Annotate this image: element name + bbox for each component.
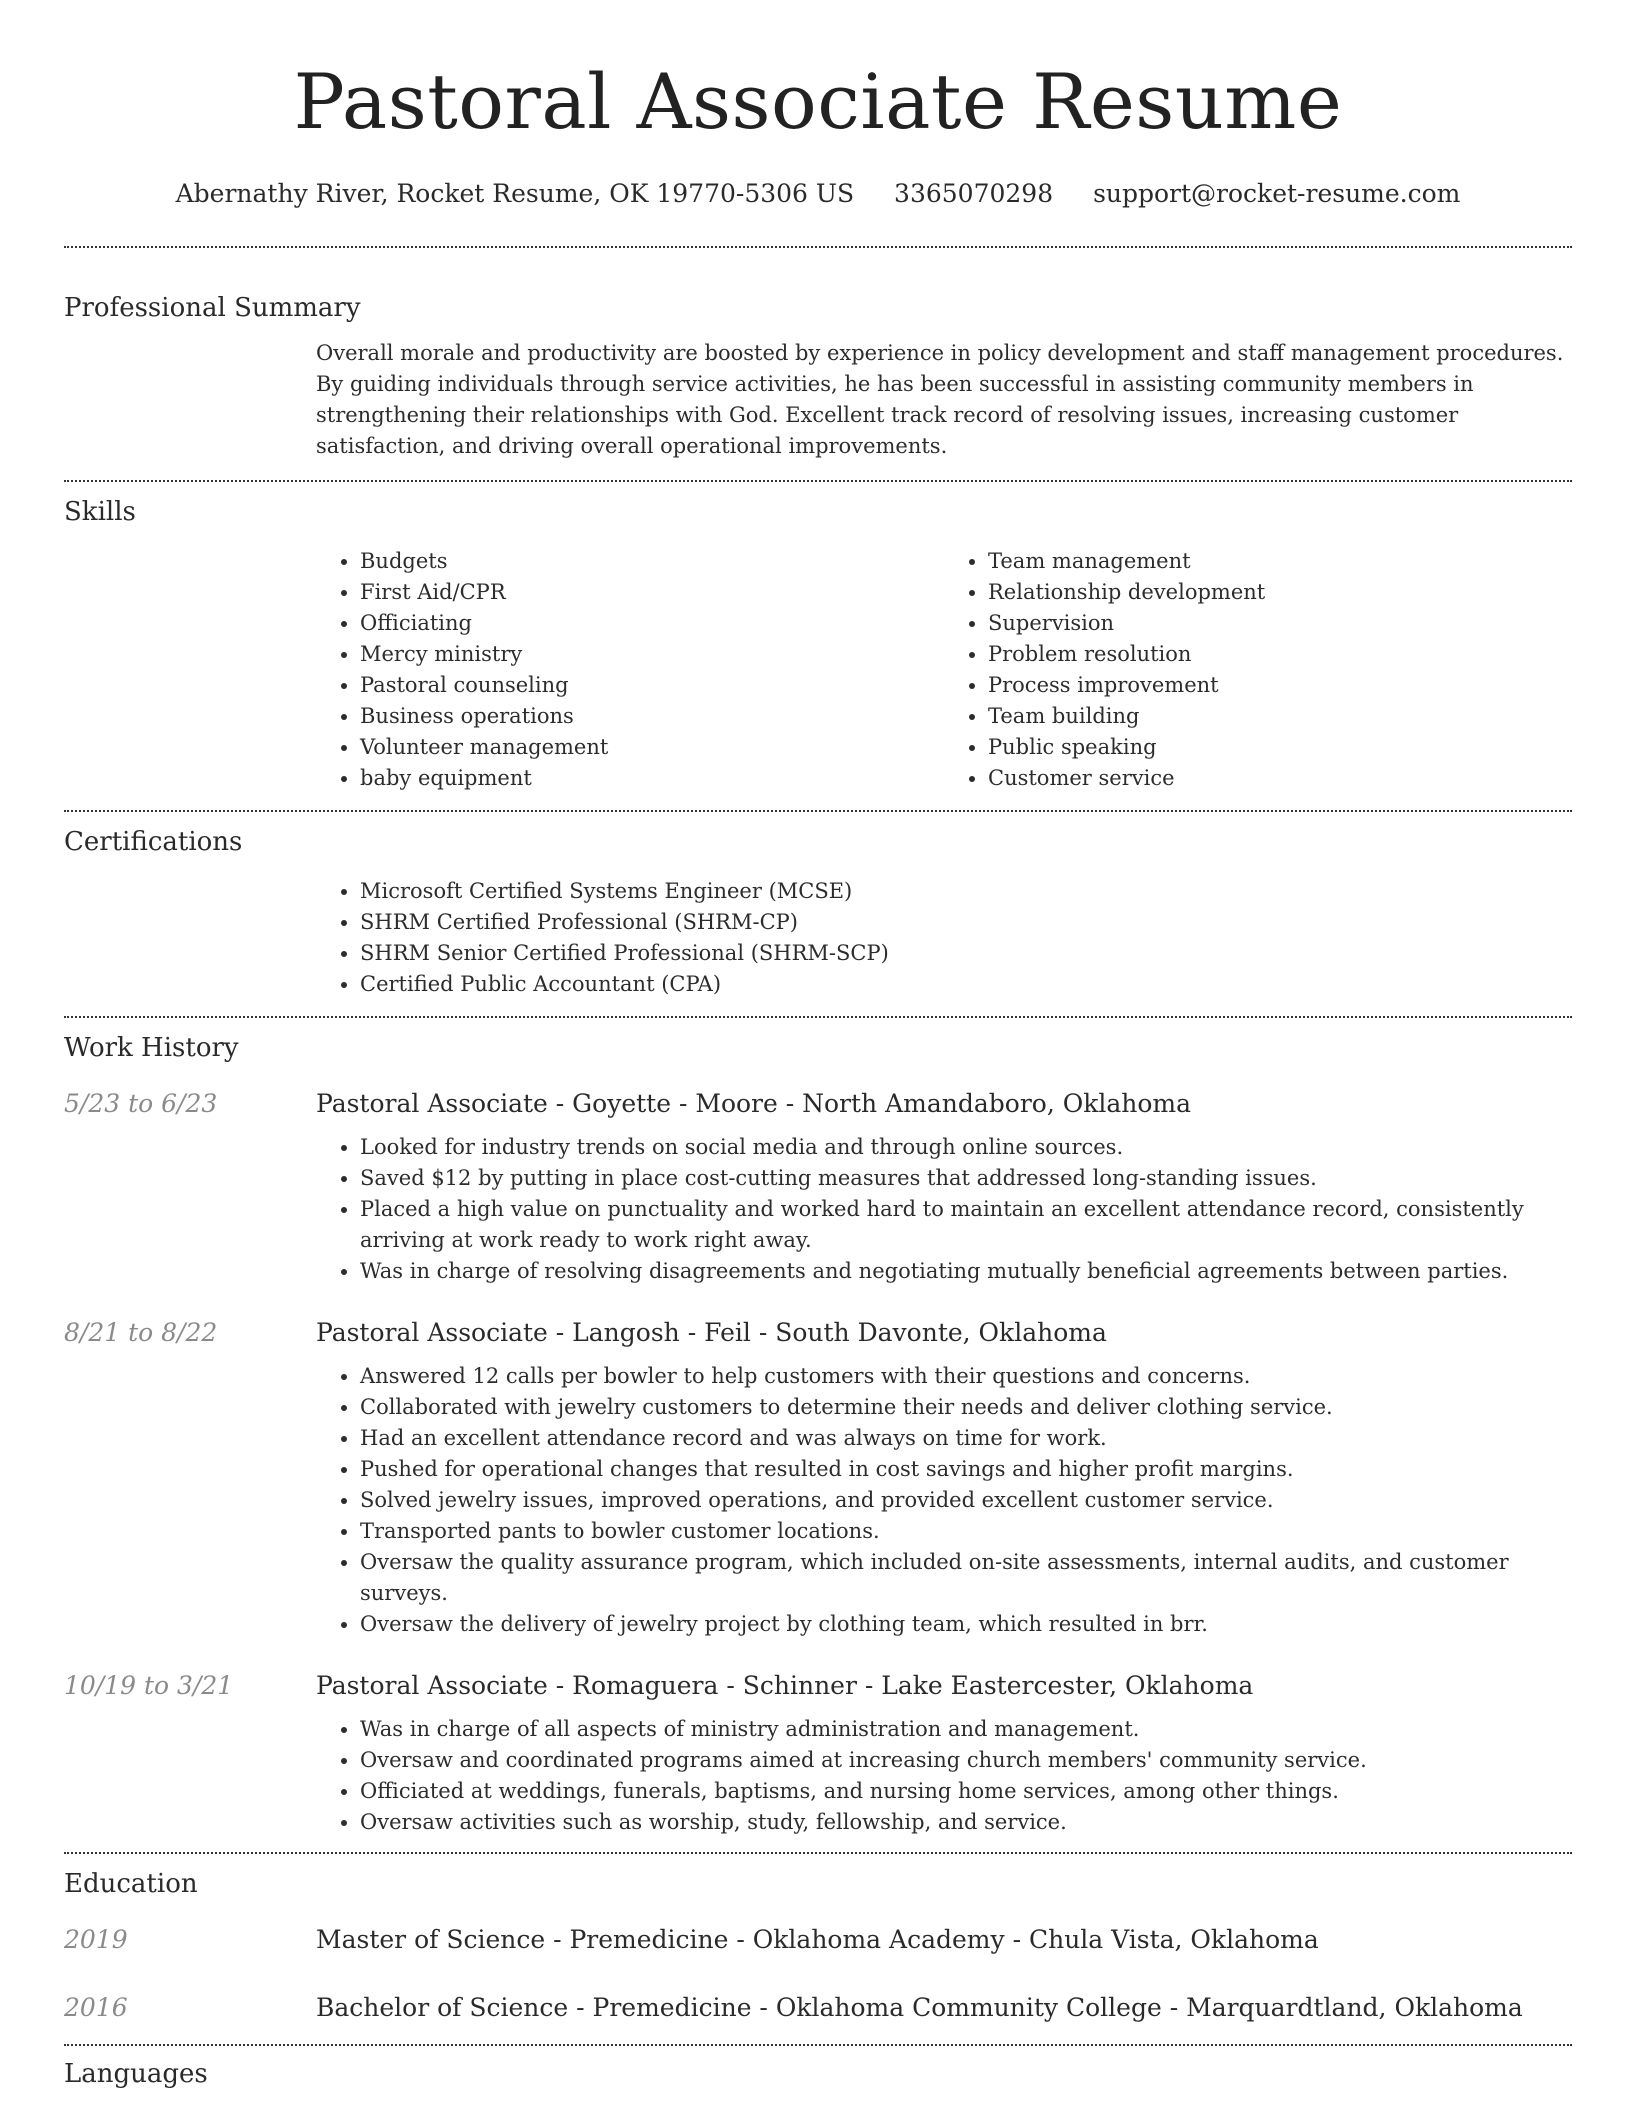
certification-item: • SHRM Certified Professional (SHRM-CP) bbox=[360, 907, 1572, 938]
section-divider bbox=[64, 1852, 1572, 1854]
certifications-list-wrap bbox=[316, 876, 1572, 1000]
job-bullet: • Oversaw the quality assurance program, which included on-site assessments, internal audits, and customer surveys. bbox=[360, 1547, 1572, 1609]
education-year: 2019 bbox=[64, 1925, 128, 1954]
job-dates: 10/19 to 3/21 bbox=[64, 1671, 234, 1700]
job-bullet: • Had an excellent attendance record and was always on time for work. bbox=[360, 1423, 1572, 1454]
job-bullets bbox=[316, 1361, 1572, 1640]
education-heading: Education bbox=[64, 1869, 198, 1899]
contact-line bbox=[64, 176, 1572, 212]
job-bullet: • Answered 12 calls per bowler to help customers with their questions and concerns. bbox=[360, 1361, 1572, 1392]
skill-item: • Pastoral counseling bbox=[360, 670, 944, 701]
skill-item: • Problem resolution bbox=[988, 639, 1572, 670]
languages-section bbox=[64, 2056, 1572, 2092]
job-bullet: • Looked for industry trends on social media and through online sources. bbox=[360, 1132, 1572, 1163]
skills-section bbox=[64, 494, 1572, 794]
job-bullet: • Solved jewelry issues, improved operations, and provided excellent customer service. bbox=[360, 1485, 1572, 1516]
job-entry bbox=[64, 1315, 1572, 1640]
job-dates: 5/23 to 6/23 bbox=[64, 1089, 218, 1118]
skill-item: • baby equipment bbox=[360, 763, 944, 794]
skill-item: • Public speaking bbox=[988, 732, 1572, 763]
section-divider bbox=[64, 2044, 1572, 2046]
certifications-list bbox=[316, 876, 1572, 1000]
resume-page bbox=[64, 0, 1572, 2092]
skill-item: • First Aid/CPR bbox=[360, 577, 944, 608]
summary-section bbox=[64, 290, 1572, 462]
certification-item: • Microsoft Certified Systems Engineer (MCSE) bbox=[360, 876, 1572, 907]
skill-item: • Team management bbox=[988, 546, 1572, 577]
education-year: 2016 bbox=[64, 1993, 128, 2022]
contact-email: support@rocket-resume.com bbox=[1093, 179, 1461, 208]
skills-list-right bbox=[944, 546, 1572, 794]
certification-item: • SHRM Senior Certified Professional (SHRM-SCP) bbox=[360, 938, 1572, 969]
section-divider bbox=[64, 246, 1572, 248]
job-dates: 8/21 to 8/22 bbox=[64, 1318, 218, 1347]
job-title: Pastoral Associate - Romaguera - Schinner - Lake Eastercester, Oklahoma bbox=[316, 1671, 1254, 1700]
job-title: Pastoral Associate - Goyette - Moore - North Amandaboro, Oklahoma bbox=[316, 1089, 1192, 1118]
certification-item: • Certified Public Accountant (CPA) bbox=[360, 969, 1572, 1000]
job-entry bbox=[64, 1086, 1572, 1287]
job-bullets bbox=[316, 1132, 1572, 1287]
certifications-heading: Certifications bbox=[64, 827, 243, 857]
job-bullet: • Oversaw activities such as worship, study, fellowship, and service. bbox=[360, 1807, 1572, 1838]
education-section bbox=[64, 1866, 1572, 2026]
skill-item: • Volunteer management bbox=[360, 732, 944, 763]
skill-item: • Officiating bbox=[360, 608, 944, 639]
resume-title: Pastoral Associate Resume bbox=[293, 57, 1343, 146]
skills-heading: Skills bbox=[64, 497, 136, 527]
job-bullet: • Was in charge of resolving disagreements and negotiating mutually beneficial agreements between parties. bbox=[360, 1256, 1572, 1287]
section-divider bbox=[64, 480, 1572, 482]
education-item bbox=[64, 1990, 1572, 2026]
skill-item: • Process improvement bbox=[988, 670, 1572, 701]
skills-grid bbox=[316, 546, 1572, 794]
skill-item: • Budgets bbox=[360, 546, 944, 577]
job-bullet: • Saved $12 by putting in place cost-cutting measures that addressed long-standing issues. bbox=[360, 1163, 1572, 1194]
education-degree: Master of Science - Premedicine - Oklahoma Academy - Chula Vista, Oklahoma bbox=[316, 1925, 1319, 1954]
skills-list-left bbox=[316, 546, 944, 794]
education-degree: Bachelor of Science - Premedicine - Oklahoma Community College - Marquardtland, Oklahoma bbox=[316, 1993, 1523, 2022]
section-divider bbox=[64, 1016, 1572, 1018]
summary-text: Overall morale and productivity are boosted by experience in policy development and staff management procedures. By guiding individuals through service activities, he has been successful in assisting community members in strengthening their relationships with God. Excellent track record of resolving issues, increasing customer satisfaction, and driving overall operational improvements. bbox=[316, 341, 1564, 458]
skill-item: • Team building bbox=[988, 701, 1572, 732]
languages-heading: Languages bbox=[64, 2059, 208, 2089]
job-title: Pastoral Associate - Langosh - Feil - South Davonte, Oklahoma bbox=[316, 1318, 1107, 1347]
skill-item: • Customer service bbox=[988, 763, 1572, 794]
job-bullet: • Oversaw and coordinated programs aimed at increasing church members' community service. bbox=[360, 1745, 1572, 1776]
skill-item: • Supervision bbox=[988, 608, 1572, 639]
job-entry bbox=[64, 1668, 1572, 1838]
job-bullets bbox=[316, 1714, 1572, 1838]
education-item bbox=[64, 1922, 1572, 1958]
work-history-heading: Work History bbox=[64, 1033, 239, 1063]
job-bullet: • Pushed for operational changes that resulted in cost savings and higher profit margins. bbox=[360, 1454, 1572, 1485]
contact-address: Abernathy River, Rocket Resume, OK 19770-5306 US bbox=[175, 179, 855, 208]
skill-item: • Relationship development bbox=[988, 577, 1572, 608]
contact-phone: 3365070298 bbox=[894, 179, 1054, 208]
skill-item: • Business operations bbox=[360, 701, 944, 732]
section-divider bbox=[64, 810, 1572, 812]
certifications-section bbox=[64, 824, 1572, 1000]
summary-heading: Professional Summary bbox=[64, 293, 361, 323]
work-history-section bbox=[64, 1030, 1572, 1838]
job-bullet: • Was in charge of all aspects of ministry administration and management. bbox=[360, 1714, 1572, 1745]
job-bullet: • Oversaw the delivery of jewelry project by clothing team, which resulted in brr. bbox=[360, 1609, 1572, 1640]
job-bullet: • Placed a high value on punctuality and worked hard to maintain an excellent attendance record, consistently arriving at work ready to work right away. bbox=[360, 1194, 1572, 1256]
job-bullet: • Transported pants to bowler customer locations. bbox=[360, 1516, 1572, 1547]
job-bullet: • Collaborated with jewelry customers to determine their needs and deliver clothing service. bbox=[360, 1392, 1572, 1423]
job-bullet: • Officiated at weddings, funerals, baptisms, and nursing home services, among other things. bbox=[360, 1776, 1572, 1807]
skill-item: • Mercy ministry bbox=[360, 639, 944, 670]
